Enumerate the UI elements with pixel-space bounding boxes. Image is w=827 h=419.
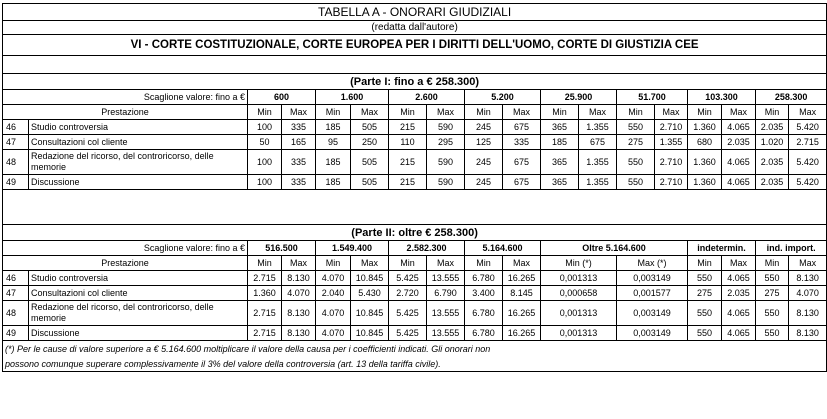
fee-value: 1.355: [655, 135, 688, 150]
spacer: [3, 56, 827, 74]
min-header: Min: [248, 256, 282, 271]
min-header: Min: [389, 256, 427, 271]
table-row: [3, 286, 827, 301]
part2-bracket: 516.500: [248, 241, 316, 256]
min-header: Min: [389, 105, 427, 120]
fee-value: 6.790: [427, 286, 465, 301]
part2-heading: (Parte II: oltre € 258.300): [3, 225, 827, 241]
fee-value: 16.265: [503, 271, 541, 286]
fee-value: 8.130: [789, 271, 827, 286]
part2-bracket: indetermin.: [688, 241, 756, 256]
fee-value: 1.360: [688, 175, 722, 190]
fee-value: 365: [541, 120, 579, 135]
row-label: Redazione del ricorso, del controricorso, delle memorie: [29, 301, 248, 326]
fee-value: 215: [389, 150, 427, 175]
fee-value: 215: [389, 120, 427, 135]
table-row: [3, 271, 827, 286]
fee-value: 13.555: [427, 326, 465, 341]
fee-value: 2.720: [389, 286, 427, 301]
row-number: 49: [3, 175, 29, 190]
row-label: Redazione del ricorso, del controricorso, delle memorie: [29, 150, 248, 175]
fee-value: 550: [756, 326, 789, 341]
fee-value: 550: [688, 271, 722, 286]
max-header: Max: [427, 256, 465, 271]
fee-value: 250: [351, 135, 389, 150]
row-number: 46: [3, 271, 29, 286]
fee-value: 5.425: [389, 271, 427, 286]
fee-value: 245: [465, 150, 503, 175]
fee-value: 5.425: [389, 301, 427, 326]
fee-value: 675: [503, 175, 541, 190]
fee-value: 675: [579, 135, 617, 150]
fee-value: 8.130: [789, 301, 827, 326]
fee-value: 5.420: [789, 150, 827, 175]
fee-value: 0,001577: [617, 286, 688, 301]
section-heading: VI - CORTE COSTITUZIONALE, CORTE EUROPEA PER I DIRITTI DELL'UOMO, CORTE DI GIUSTIZIA CEE: [3, 35, 827, 56]
max-header: Max: [282, 105, 316, 120]
fee-value: 100: [248, 120, 282, 135]
fee-value: 185: [541, 135, 579, 150]
row-number: 49: [3, 326, 29, 341]
fee-value: 335: [282, 150, 316, 175]
max-header: Max: [722, 256, 756, 271]
fee-table-sheet: [2, 3, 819, 372]
fee-value: 550: [688, 326, 722, 341]
fee-value: 550: [756, 271, 789, 286]
fee-value: 505: [351, 175, 389, 190]
fee-value: 110: [389, 135, 427, 150]
row-label: Discussione: [29, 175, 248, 190]
fee-value: 4.065: [722, 326, 756, 341]
fee-value: 550: [756, 301, 789, 326]
part1-heading: (Parte I: fino a € 258.300): [3, 74, 827, 90]
part2-bracket: 5.164.600: [465, 241, 541, 256]
fee-value: 550: [617, 150, 655, 175]
fee-value: 6.780: [465, 301, 503, 326]
fee-value: 8.130: [282, 301, 316, 326]
fee-value: 505: [351, 120, 389, 135]
fee-value: 185: [316, 175, 351, 190]
fee-value: 13.555: [427, 271, 465, 286]
max-header: Max: [427, 105, 465, 120]
fee-value: 185: [316, 120, 351, 135]
fee-value: 1.355: [579, 175, 617, 190]
fee-value: 365: [541, 175, 579, 190]
fee-value: 4.065: [722, 175, 756, 190]
fee-value: 335: [503, 135, 541, 150]
fee-value: 10.845: [351, 301, 389, 326]
fee-value: 675: [503, 150, 541, 175]
fee-value: 4.065: [722, 301, 756, 326]
table-row: [3, 175, 827, 190]
fee-value: 8.130: [282, 271, 316, 286]
row-number: 46: [3, 120, 29, 135]
min-header: Min: [617, 105, 655, 120]
part2-bracket: 1.549.400: [316, 241, 389, 256]
fee-value: 0,003149: [617, 271, 688, 286]
fee-value: 100: [248, 175, 282, 190]
max-header: Max: [351, 105, 389, 120]
table-row: [3, 135, 827, 150]
fee-value: 1.355: [579, 150, 617, 175]
fee-value: 16.265: [503, 326, 541, 341]
fee-value: 590: [427, 175, 465, 190]
fee-value: 185: [316, 150, 351, 175]
fee-value: 2.035: [756, 175, 789, 190]
fee-value: 6.780: [465, 271, 503, 286]
fee-value: 0,003149: [617, 326, 688, 341]
min-header: Min: [248, 105, 282, 120]
table-row: [3, 326, 827, 341]
row-number: 47: [3, 135, 29, 150]
footnote-line-1: (*) Per le cause di valore superiore a € 5.164.600 moltiplicare il valore della causa per i coefficienti indicati. Gli onorari non: [3, 341, 827, 357]
max-header: Max: [503, 256, 541, 271]
fee-value: 0,001313: [541, 271, 617, 286]
fee-value: 4.065: [722, 120, 756, 135]
fee-value: 215: [389, 175, 427, 190]
fee-value: 100: [248, 150, 282, 175]
fee-value: 0,000658: [541, 286, 617, 301]
fee-value: 8.130: [282, 326, 316, 341]
row-number: 47: [3, 286, 29, 301]
fee-value: 8.130: [789, 326, 827, 341]
fee-value: 5.420: [789, 120, 827, 135]
fee-value: 2.715: [248, 326, 282, 341]
fee-value: 2.715: [248, 271, 282, 286]
row-label: Consultazioni col cliente: [29, 135, 248, 150]
fee-value: 1.360: [688, 120, 722, 135]
table-title: TABELLA A - ONORARI GIUDIZIALI: [3, 4, 827, 21]
fee-table: [2, 3, 827, 372]
fee-value: 2.710: [655, 120, 688, 135]
fee-value: 0,003149: [617, 301, 688, 326]
fee-value: 4.070: [282, 286, 316, 301]
fee-value: 295: [427, 135, 465, 150]
fee-value: 10.845: [351, 271, 389, 286]
fee-value: 245: [465, 120, 503, 135]
fee-value: 275: [756, 286, 789, 301]
part1-bracket: 600: [248, 90, 316, 105]
part2-scaglione-label: Scaglione valore: fino a €: [3, 241, 248, 256]
fee-value: 550: [617, 175, 655, 190]
footnote-line-2: possono comunque superare complessivamente il 3% del valore della controversia (art. 13 della tariffa civile).: [3, 356, 827, 372]
min-header: Min: [756, 256, 789, 271]
spacer: [3, 190, 827, 225]
fee-value: 335: [282, 175, 316, 190]
fee-value: 4.070: [316, 301, 351, 326]
fee-value: 2.715: [248, 301, 282, 326]
fee-value: 2.710: [655, 150, 688, 175]
fee-value: 6.780: [465, 326, 503, 341]
fee-value: 4.065: [722, 271, 756, 286]
fee-value: 505: [351, 150, 389, 175]
part1-bracket: 5.200: [465, 90, 541, 105]
row-label: Studio controversia: [29, 120, 248, 135]
table-row: [3, 301, 827, 326]
fee-value: 1.355: [579, 120, 617, 135]
fee-value: 13.555: [427, 301, 465, 326]
row-label: Consultazioni col cliente: [29, 286, 248, 301]
part1-bracket: 2.600: [389, 90, 465, 105]
part1-bracket: 51.700: [617, 90, 688, 105]
fee-value: 10.845: [351, 326, 389, 341]
fee-value: 3.400: [465, 286, 503, 301]
fee-value: 550: [617, 120, 655, 135]
fee-value: 2.040: [316, 286, 351, 301]
part1-scaglione-label: Scaglione valore: fino a €: [3, 90, 248, 105]
part1-bracket: 258.300: [756, 90, 827, 105]
part1-prestazione-label: Prestazione: [3, 105, 248, 120]
part1-bracket: 25.900: [541, 90, 617, 105]
min-header: Min: [316, 105, 351, 120]
max-header: Max: [351, 256, 389, 271]
table-row: [3, 120, 827, 135]
max-header: Max: [282, 256, 316, 271]
part2-bracket: Oltre 5.164.600: [541, 241, 688, 256]
row-label: Discussione: [29, 326, 248, 341]
max-header: Max: [789, 256, 827, 271]
fee-value: 550: [688, 301, 722, 326]
fee-value: 275: [617, 135, 655, 150]
max-header: Max: [579, 105, 617, 120]
fee-value: 2.710: [655, 175, 688, 190]
fee-value: 16.265: [503, 301, 541, 326]
fee-value: 4.065: [722, 150, 756, 175]
fee-value: 365: [541, 150, 579, 175]
part2-prestazione-label: Prestazione: [3, 256, 248, 271]
fee-value: 5.425: [389, 326, 427, 341]
fee-value: 2.035: [722, 286, 756, 301]
fee-value: 5.430: [351, 286, 389, 301]
min-header: Min: [465, 105, 503, 120]
fee-value: 4.070: [316, 326, 351, 341]
min-header: Min: [688, 105, 722, 120]
fee-value: 2.715: [789, 135, 827, 150]
fee-value: 680: [688, 135, 722, 150]
part1-bracket: 103.300: [688, 90, 756, 105]
fee-value: 1.360: [688, 150, 722, 175]
row-number: 48: [3, 301, 29, 326]
fee-value: 2.035: [756, 120, 789, 135]
fee-value: 0,001313: [541, 301, 617, 326]
part2-bracket: ind. import.: [756, 241, 827, 256]
min-header: Min: [316, 256, 351, 271]
fee-value: 4.070: [789, 286, 827, 301]
fee-value: 165: [282, 135, 316, 150]
min-header: Min: [465, 256, 503, 271]
fee-value: 275: [688, 286, 722, 301]
max-header: Max: [789, 105, 827, 120]
table-row: [3, 150, 827, 175]
fee-value: 590: [427, 150, 465, 175]
part2-rows: [3, 271, 827, 341]
min-header: Min: [541, 105, 579, 120]
fee-value: 2.035: [756, 150, 789, 175]
fee-value: 1.020: [756, 135, 789, 150]
fee-value: 245: [465, 175, 503, 190]
part1-bracket: 1.600: [316, 90, 389, 105]
fee-value: 4.070: [316, 271, 351, 286]
fee-value: 335: [282, 120, 316, 135]
max-header: Max: [655, 105, 688, 120]
fee-value: 590: [427, 120, 465, 135]
min-header: Min: [756, 105, 789, 120]
fee-value: 1.360: [248, 286, 282, 301]
table-subtitle: (redatta dall'autore): [3, 21, 827, 35]
row-label: Studio controversia: [29, 271, 248, 286]
min-star-header: Min (*): [541, 256, 617, 271]
fee-value: 2.035: [722, 135, 756, 150]
fee-value: 5.420: [789, 175, 827, 190]
row-number: 48: [3, 150, 29, 175]
max-header: Max: [503, 105, 541, 120]
fee-value: 675: [503, 120, 541, 135]
max-star-header: Max (*): [617, 256, 688, 271]
fee-value: 50: [248, 135, 282, 150]
part1-rows: [3, 120, 827, 190]
fee-value: 8.145: [503, 286, 541, 301]
max-header: Max: [722, 105, 756, 120]
fee-value: 95: [316, 135, 351, 150]
fee-value: 0,001313: [541, 326, 617, 341]
fee-value: 125: [465, 135, 503, 150]
min-header: Min: [688, 256, 722, 271]
part2-bracket: 2.582.300: [389, 241, 465, 256]
